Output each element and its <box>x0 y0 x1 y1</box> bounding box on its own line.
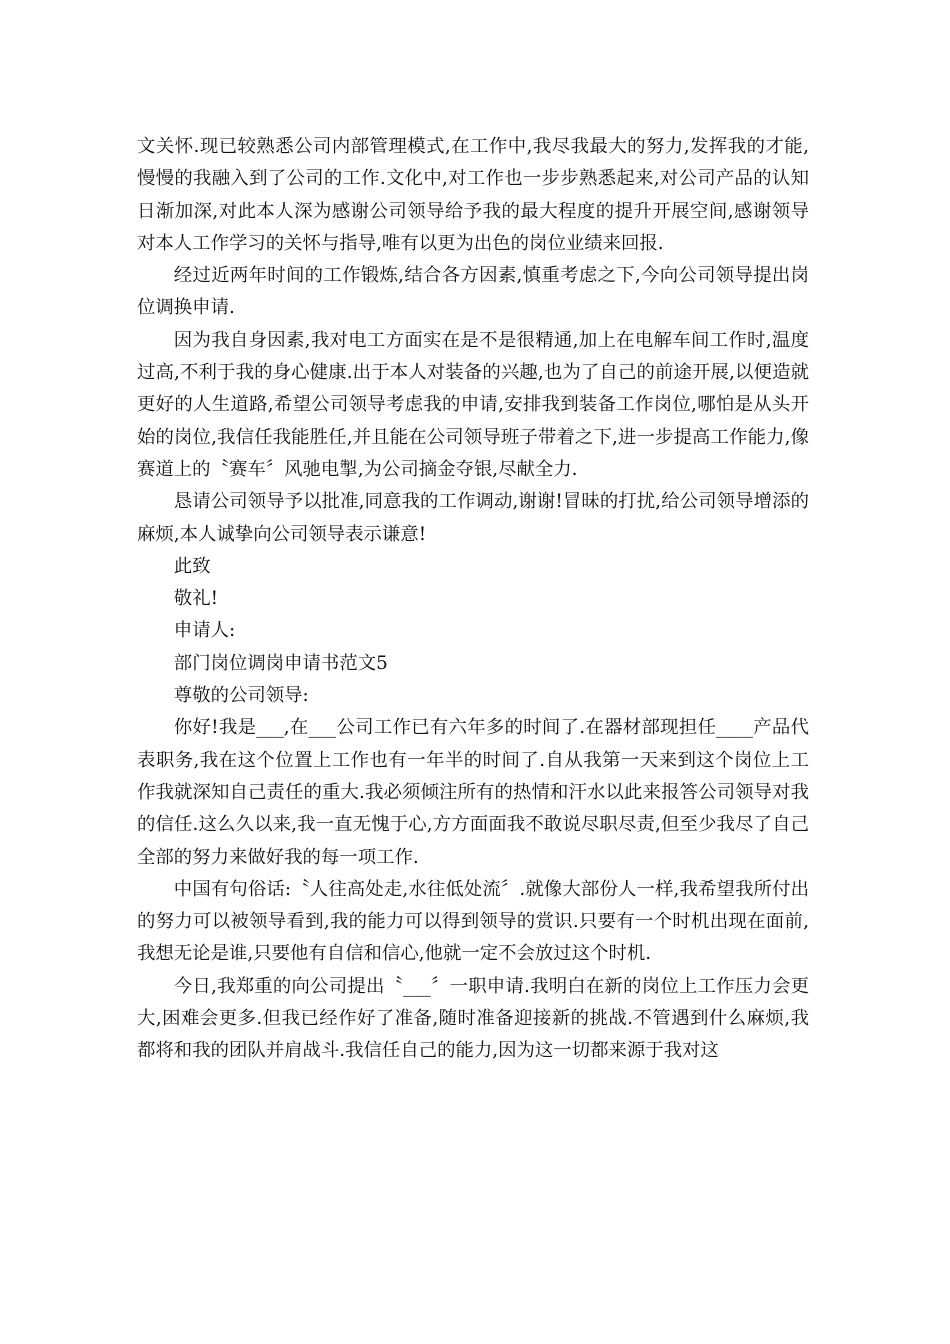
paragraph-request: 恳请公司领导予以批准,同意我的工作调动,谢谢!冒昧的打扰,给公司领导增添的麻烦,本人诚挚向公司领导表示谦意! <box>137 491 809 545</box>
paragraph-reason-detail: 因为我自身因素,我对电工方面实在是不是很精通,加上在电解车间工作时,温度过高,不利于我的身心健康.出于本人对装备的兴趣,也为了自己的前途开展,以便造就更好的人生道路,希望公司领导考虑我的申请,安排我到装备工作岗位,哪怕是从头开始的岗位,我信任我能胜任,并且能在公司领导班子带着之下,进一步提高工作能力,像赛道上的〝赛车〞风驰电掣,为公司摘金夺银,尽献全力. <box>137 329 809 480</box>
paragraph-application: 今日,我郑重的向公司提出〝___〞一职申请.我明白在新的岗位上工作压力会更大,困难会更多.但我已经作好了准备,随时准备迎接新的挑战.不管遇到什么麻烦,我都将和我的团队并肩战斗.我信任自己的能力,因为这一切都来源于我对这 <box>137 975 809 1062</box>
paragraph-self-intro: 你好!我是___,在___公司工作已有六年多的时间了.在器材部现担任____产品代表职务,我在这个位置上工作也有一年半的时间了.自从我第一天来到这个岗位上工作我就深知自己责任的重大.我必须倾注所有的热情和汗水以此来报答公司领导对我的信任.这么久以来,我一直无愧于心,方方面面我不敢说尽职尽责,但至少我尽了自己全部的努力来做好我的每一项工作. <box>137 717 809 868</box>
closing-regards: 敬礼! <box>173 588 218 610</box>
document-body <box>137 131 809 1068</box>
letter-greeting: 尊敬的公司领导: <box>173 685 309 707</box>
closing-salutation: 此致 <box>173 555 211 577</box>
paragraph-reason-intro: 经过近两年时间的工作锻炼,结合各方因素,慎重考虑之下,今向公司领导提出岗位调换申请. <box>137 265 809 319</box>
paragraph-proverb: 中国有句俗话:〝人往高处走,水往低处流〞.就像大部份人一样,我希望我所付出的努力可以被领导看到,我的能力可以得到领导的赏识.只要有一个时机出现在面前,我想无论是谁,只要他有自信和信心,他就一定不会放过这个时机. <box>137 878 809 965</box>
applicant-label: 申请人: <box>173 620 236 642</box>
section-title: 部门岗位调岗申请书范文5 <box>173 652 388 674</box>
paragraph-continuation: 文关怀.现已较熟悉公司内部管理模式,在工作中,我尽我最大的努力,发挥我的才能,慢慢的我融入到了公司的工作.文化中,对工作也一步步熟悉起来,对公司产品的认知日渐加深,对此本人深为感谢公司领导给予我的最大程度的提升开展空间,感谢领导对本人工作学习的关怀与指导,唯有以更为出色的岗位业绩来回报. <box>137 136 809 254</box>
